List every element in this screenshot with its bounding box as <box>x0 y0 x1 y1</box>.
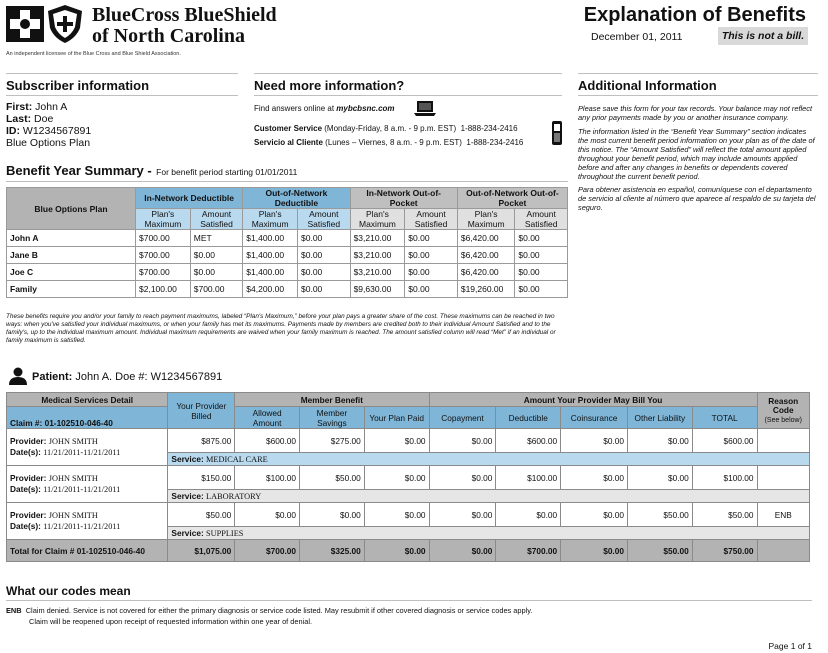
subscriber-last: Last: Doe <box>6 113 54 125</box>
additional-paragraph-3: Para obtener asistencia en español, comuníquese con el departamento de servicio al cliente al número que aparece al respaldo de su tarjeta del seguro. <box>578 185 816 212</box>
group-header: In-Network Deductible <box>136 188 243 209</box>
divider <box>6 73 238 74</box>
divider <box>6 600 812 601</box>
detail-header: Medical Services Detail <box>7 393 168 407</box>
table-row: Jane B $700.00 $0.00 $1,400.00 $0.00 $3,210.00 $0.00 $6,420.00 $0.00 <box>7 247 568 264</box>
provider-cell: Provider: JOHN SMITH Date(s): 11/21/2011-11/21/2011 <box>7 466 168 503</box>
sub-header: Amount Satisfied <box>298 209 351 230</box>
code-ENB: ENB Claim denied. Service is not covered for either the primary diagnosis or service code listed. May resubmit if other covered diagnosis or service codes apply. <box>6 606 533 615</box>
code-ENB-line2: Claim will be reopened upon receipt of requested information within one year of denial. <box>29 617 313 626</box>
deductible-header: Deductible <box>496 407 561 429</box>
claims-table <box>6 392 810 562</box>
table-row: Family $2,100.00 $700.00 $4,200.00 $0.00 $9,630.00 $0.00 $19,260.00 $0.00 <box>7 281 568 298</box>
divider <box>578 73 818 74</box>
brand-name-line1: BlueCross BlueShield <box>92 4 277 26</box>
table-row: Joe C $700.00 $0.00 $1,400.00 $0.00 $3,210.00 $0.00 $6,420.00 $0.00 <box>7 264 568 281</box>
service-row: Service: SUPPLIES <box>7 527 810 540</box>
copay-header: Copayment <box>429 407 496 429</box>
patient-line: Patient: John A. Doe #: W1234567891 <box>32 371 223 383</box>
reason-header: Reason Code (See below) <box>757 393 810 429</box>
customer-service-phone[interactable]: 1-888-234-2416 <box>460 124 518 133</box>
group-header: Out-of-Network Out-of-Pocket <box>457 188 567 209</box>
summary-period: For benefit period starting 01/01/2011 <box>156 167 298 177</box>
provider-bill-header: Amount Your Provider May Bill You <box>429 393 757 407</box>
sub-header: Amount Satisfied <box>190 209 243 230</box>
additional-paragraph-2: The information listed in the “Benefit Year Summary” section indicates the most current benefit period information on your plan as of the date of this notice. The “Amount Satisfied” will reflect the total amount applied throughout your benefit period, which may include amounts applied before and after any changes in benefits or dependents covered throughout the current benefit period. <box>578 127 815 181</box>
info-heading: Need more information? <box>254 78 405 93</box>
coinsurance-header: Coinsurance <box>561 407 628 429</box>
subscriber-id: ID: W1234567891 <box>6 125 92 137</box>
table-row: John A $700.00 MET $1,400.00 $0.00 $3,210.00 $0.00 $6,420.00 $0.00 <box>7 230 568 247</box>
divider <box>254 95 562 96</box>
member-benefit-header: Member Benefit <box>235 393 429 407</box>
claim-number-header: Claim #: 01-102510-046-40 <box>7 407 168 429</box>
additional-paragraph-1: Please save this form for your tax records. Your balance may not reflect any prior payments made by you or another insurance company. <box>578 104 813 122</box>
subscriber-plan: Blue Options Plan <box>6 137 91 149</box>
sub-header: Plan's Maximum <box>350 209 405 230</box>
sub-header: Plan's Maximum <box>243 209 298 230</box>
not-a-bill-badge: This is not a bill. <box>718 27 808 45</box>
brand-logo <box>6 4 286 58</box>
patient-icon <box>8 367 28 385</box>
claim-line: Provider: JOHN SMITH Date(s): 11/21/2011-11/21/2011 $150.00 $100.00 $50.00 $0.00 $0.00 $100.00 $0.00 $0.00 $100.00 <box>7 466 810 490</box>
brand-licensee-note: An independent licensee of the Blue Cross and Blue Shield Association. <box>6 51 181 57</box>
other-liability-header: Other Liability <box>627 407 692 429</box>
codes-heading: What our codes mean <box>6 584 131 598</box>
plan-column-header: Blue Options Plan <box>7 188 136 230</box>
total-label: Total for Claim # 01-102510-046-40 <box>7 540 168 562</box>
subscriber-heading: Subscriber information <box>6 78 150 93</box>
subscriber-first: First: John A <box>6 101 68 113</box>
claim-line: Provider: JOHN SMITH Date(s): 11/21/2011-11/21/2011 $875.00 $600.00 $275.00 $0.00 $0.00 $600.00 $0.00 $0.00 $600.00 <box>7 429 810 453</box>
service-row: Service: LABORATORY <box>7 490 810 503</box>
claim-total-row: Total for Claim # 01-102510-046-40 $1,075.00 $700.00 $325.00 $0.00 $0.00 $700.00 $0.00 $50.00 $750.00 <box>7 540 810 562</box>
customer-service: Customer Service (Monday-Friday, 8 a.m. - 9 p.m. EST) 1-888-234-2416 <box>254 124 518 133</box>
sub-header: Amount Satisfied <box>405 209 458 230</box>
blue-cross-icon <box>6 6 44 42</box>
statement-date: December 01, 2011 <box>591 31 683 43</box>
brand-name-line2: of North Carolina <box>92 25 245 47</box>
website-link[interactable]: mybcbsnc.com <box>336 104 395 113</box>
divider <box>6 181 568 182</box>
page-number: Page 1 of 1 <box>768 641 812 651</box>
divider <box>254 73 562 74</box>
sub-header: Plan's Maximum <box>136 209 191 230</box>
phone-icon <box>551 121 563 145</box>
laptop-icon <box>414 100 436 117</box>
provider-cell: Provider: JOHN SMITH Date(s): 11/21/2011-11/21/2011 <box>7 429 168 466</box>
servicio-cliente: Servicio al Cliente (Lunes – Viernes, 8 a.m. - 9 p.m. EST) 1-888-234-2416 <box>254 138 524 147</box>
summary-note: These benefits require you and/or your family to reach payment maximums, labeled “Plan's Maximum,” before your plan pays a greater share of the cost. These maximums can be reached in two ways: when you've satisfied your individual maximums, or when your family has met its maximums. Payments made by members are credited both to their individual Amount Satisfied and to the family's, up to the individual maximum amount. Individual maximum requirements are waived when your family maximum is reached. The amount satisfied column will read “Met” if an individual or family maximum is satisfied. <box>6 313 556 344</box>
billed-header: Your Provider Billed <box>168 393 235 429</box>
savings-header: Member Savings <box>300 407 365 429</box>
service-row: Service: MEDICAL CARE <box>7 453 810 466</box>
sub-header: Amount Satisfied <box>515 209 568 230</box>
group-header: In-Network Out-of-Pocket <box>350 188 457 209</box>
divider <box>578 95 818 96</box>
paid-header: Your Plan Paid <box>364 407 429 429</box>
online-help: Find answers online at mybcbsnc.com <box>254 104 395 113</box>
summary-heading: Benefit Year Summary - For benefit period starting 01/01/2011 <box>6 163 298 178</box>
benefit-summary-table <box>6 187 568 298</box>
additional-heading: Additional Information <box>578 78 717 93</box>
group-header: Out-of-Network Deductible <box>243 188 350 209</box>
provider-cell: Provider: JOHN SMITH Date(s): 11/21/2011-11/21/2011 <box>7 503 168 540</box>
divider <box>6 95 238 96</box>
total-header: TOTAL <box>692 407 757 429</box>
sub-header: Plan's Maximum <box>457 209 515 230</box>
servicio-cliente-phone[interactable]: 1-888-234-2416 <box>466 138 524 147</box>
reason-code: ENB <box>757 503 810 527</box>
blue-shield-icon <box>46 4 84 44</box>
allowed-header: Allowed Amount <box>235 407 300 429</box>
claim-line: Provider: JOHN SMITH Date(s): 11/21/2011-11/21/2011 $50.00 $0.00 $0.00 $0.00 $0.00 $0.00 $0.00 $50.00 $50.00 ENB <box>7 503 810 527</box>
page-title: Explanation of Benefits <box>583 4 806 26</box>
